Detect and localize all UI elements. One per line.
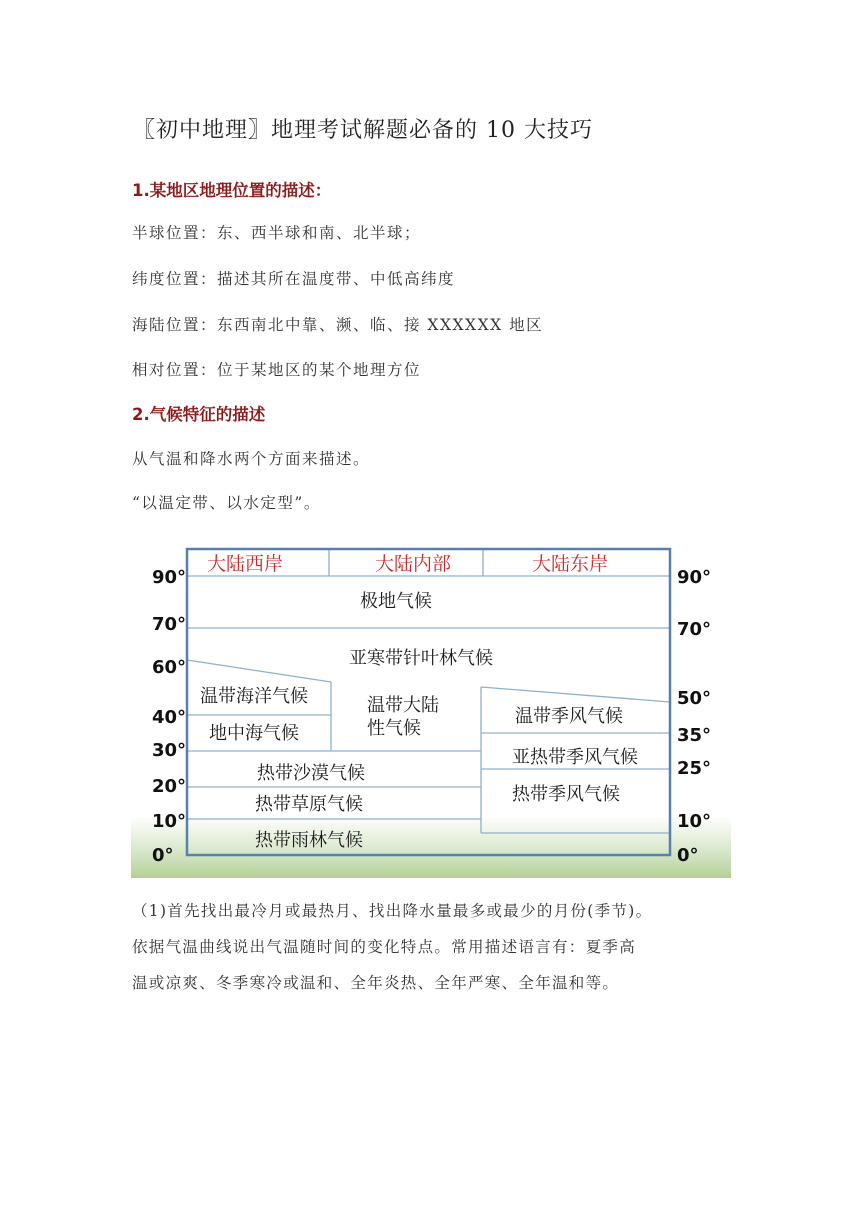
climate-motto-line: “以温定带、以水定型”。 [132,494,321,512]
zone-temperate-monsoon: 温带季风气候 [515,706,623,727]
left-lat-30: 30° [152,740,187,761]
ground-band [131,816,731,878]
land-sea-position-line: 海陆位置：东西南北中靠、濒、临、接 XXXXXX 地区 [132,316,544,334]
zone-tropical-savanna: 热带草原气候 [255,794,363,815]
left-lat-70: 70° [152,614,187,635]
header-interior: 大陆内部 [374,553,452,575]
zone-subarctic: 亚寒带针叶林气候 [349,648,493,669]
zone-tropical-desert: 热带沙漠气候 [257,763,365,784]
right-lat-35: 35° [677,725,712,746]
zone-mediterranean: 地中海气候 [209,723,299,744]
left-lat-90: 90° [152,567,187,588]
document-title: 〖初中地理〗地理考试解题必备的 10 大技巧 [133,118,593,143]
section-1-heading: 1.某地区地理位置的描述： [132,181,332,200]
right-lat-90: 90° [677,567,712,588]
left-lat-40: 40° [152,707,187,728]
right-lat-70: 70° [677,619,712,640]
relative-position-line: 相对位置：位于某地区的某个地理方位 [132,361,422,379]
right-lat-10: 10° [677,811,712,832]
left-lat-20: 20° [152,776,187,797]
paragraph-line: 依据气温曲线说出气温随时间的变化特点。常用描述语言有：夏季高 [132,938,637,956]
climate-analysis-paragraph [132,893,732,1001]
header-east-coast: 大陆东岸 [531,553,609,575]
zone-tropical-monsoon: 热带季风气候 [512,784,620,805]
hemisphere-position-line: 半球位置：东、西半球和南、北半球； [132,224,422,242]
climate-intro-line: 从气温和降水两个方面来描述。 [132,450,371,468]
zone-temperate-maritime: 温带海洋气候 [200,686,308,707]
right-lat-50: 50° [677,688,712,709]
right-latitude-labels [677,567,711,866]
paragraph-line: 温或凉爽、冬季寒冷或温和、全年炎热、全年严寒、全年温和等。 [132,974,620,992]
zone-temperate-continental-line1: 温带大陆 [367,695,439,716]
paragraph-line: （1)首先找出最冷月或最热月、找出降水量最多或最少的月份(季节)。 [132,902,653,920]
right-lat-0: 0° [677,845,699,866]
zone-tropical-rainforest: 热带雨林气候 [255,830,363,851]
header-west-coast: 大陆西岸 [206,553,284,575]
zone-temperate-continental-line2: 性气候 [367,718,421,739]
left-latitude-labels [152,567,186,866]
climate-distribution-diagram [131,537,731,878]
left-lat-10: 10° [152,811,187,832]
left-lat-0: 0° [152,845,174,866]
left-lat-60: 60° [152,657,187,678]
zone-subtropical-monsoon: 亚热带季风气候 [512,747,638,768]
section-2-heading: 2.气候特征的描述 [132,405,266,424]
zone-polar: 极地气候 [360,591,432,612]
right-lat-25: 25° [677,758,712,779]
latitude-position-line: 纬度位置：描述其所在温度带、中低高纬度 [132,270,456,288]
